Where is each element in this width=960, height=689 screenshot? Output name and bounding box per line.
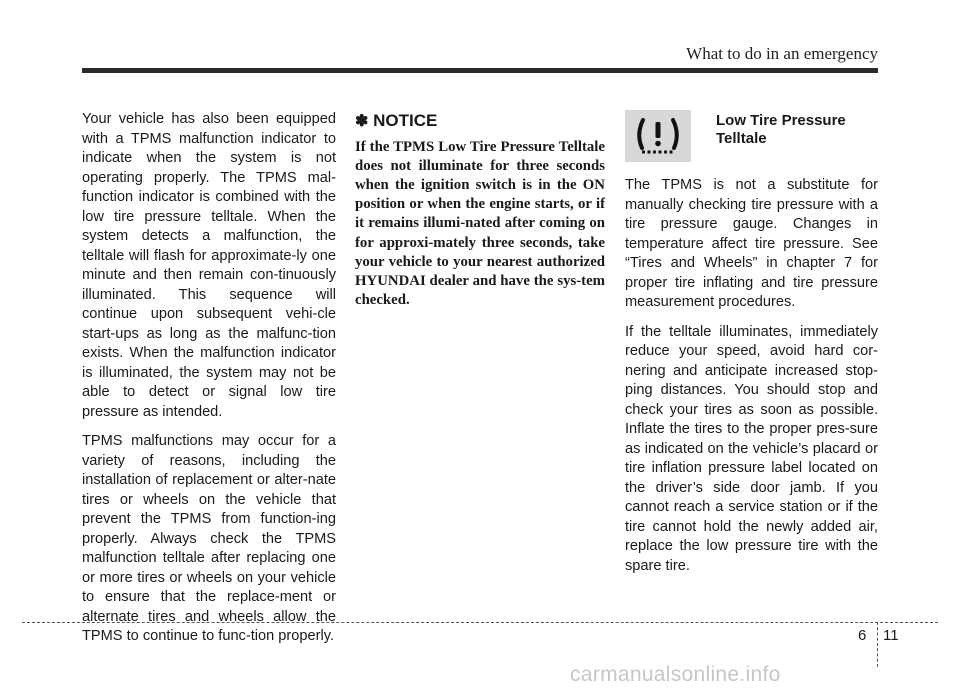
footer-rule [22, 622, 938, 623]
chapter-number: 6 [858, 627, 867, 644]
footer-divider [877, 622, 878, 667]
notice-box [355, 110, 605, 320]
notice-body: If the TPMS Low Tire Pressure Telltale does not illuminate for three seconds when the ignition switch is in the ON position or when the engine starts, or if it remains illumi-nated after coming on for approxi-mately three seconds, take your vehicle to your nearest authorized HYUNDAI dealer and have the sys-tem checked. [355, 138, 605, 309]
notice-star-icon: ✽ [355, 113, 369, 130]
telltale-heading [625, 110, 878, 162]
paragraph-telltale-illuminates: If the telltale illuminates, immediately reduce your speed, avoid hard cor-nering and anticipate increased stop-ping distances. You should stop and check your tires as soon as possible. Inflate the tires to the proper pres-sure as indicated on the vehicle’s placard or tire inflation pressure label located on the driver’s side door jamb. If you cannot reach a service station or if the tire cannot hold the newly added air, replace the low pressure tire with the spare tire. [625, 323, 878, 574]
telltale-title-line2: Telltale [716, 130, 767, 147]
page-number: 11 [883, 627, 899, 644]
telltale-title [716, 112, 846, 148]
telltale-title-line1: Low Tire Pressure [716, 112, 846, 129]
watermark: carmanualsonline.info [570, 663, 781, 686]
notice-title: NOTICE [373, 111, 438, 130]
header-rule [82, 68, 878, 73]
notice-heading [355, 111, 605, 132]
paragraph-tpms-not-substitute: The TPMS is not a substitute for manually checking tire pressure with a tire pressure gauge. Changes in temperature affect tire pressure. See “Tires and Wheels” in chapter 7 for proper tire inflating and tire pressure measurement procedures. [625, 177, 878, 310]
column-left [82, 110, 336, 657]
section-title: What to do in an emergency [686, 44, 878, 63]
paragraph-tpms-malfunctions: TPMS malfunctions may occur for a variety of reasons, including the installation of replacement or alter-nate tires or wheels on the vehicle that prevent the TPMS from function-ing properly. Always check the TPMS malfunction telltale after replacing one or more tires or wheels on your vehicle to ensure that the replace-ment or alternate tires and wheels allow the TPMS to continue to func-tion properly. [82, 433, 336, 644]
low-tire-pressure-icon [625, 110, 691, 162]
column-right [625, 110, 878, 586]
paragraph-malfunction-indicator: Your vehicle has also been equipped with a TPMS malfunction indicator to indicate when the system is not operating properly. The TPMS mal-function indicator is combined with the low tire pressure telltale. When the system detects a malfunction, the telltale will flash for approximate-ly one minute and then remain con-tinuously illuminated. This sequence will continue upon subsequent vehi-cle start-ups as long as the malfunc-tion exists. When the malfunction indicator is illuminated, the system may not be able to detect or signal low tire pressure as intended. [82, 111, 336, 420]
